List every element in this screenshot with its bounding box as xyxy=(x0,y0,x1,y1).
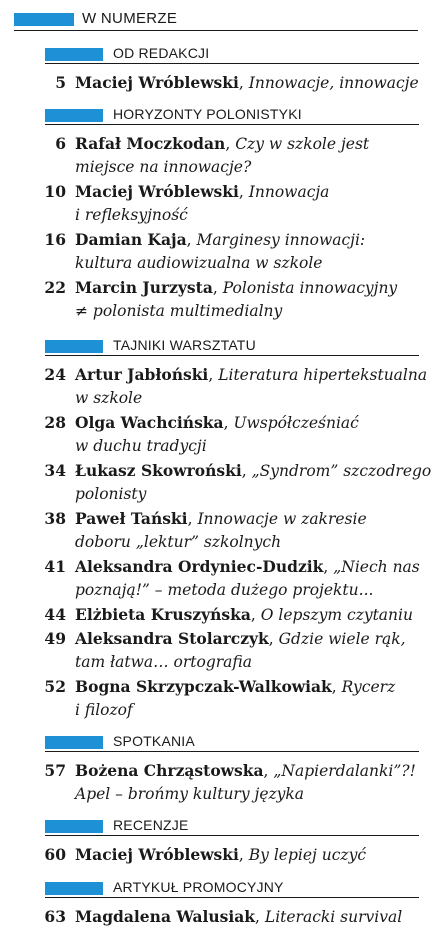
accent-bar xyxy=(14,13,74,26)
entry-title-line1: Innowacje, innowacje xyxy=(248,74,419,92)
author-separator: , xyxy=(223,414,234,432)
page-number: 52 xyxy=(44,677,66,696)
entry-title-line2: i refleksyjność xyxy=(75,206,188,224)
page-number: 41 xyxy=(44,557,66,576)
section-header xyxy=(45,733,419,752)
section-title: OD REDAKCJI xyxy=(113,45,210,61)
entry-title-line1: Uwspółcześniać xyxy=(233,414,359,432)
entry-title-line2: kultura audiowizualna w szkole xyxy=(75,254,323,272)
page-number: 60 xyxy=(44,845,66,864)
page-number: 6 xyxy=(55,134,66,153)
entry-author: Olga Wachcińska xyxy=(75,413,224,432)
page-number: 16 xyxy=(44,230,66,249)
page-number: 10 xyxy=(44,182,66,201)
entry-title-line2: ≠ polonista multimedialny xyxy=(75,302,283,320)
author-separator: , xyxy=(186,231,197,249)
entry-author: Maciej Wróblewski xyxy=(75,73,239,92)
entry-title-line1: Innowacje w zakresie xyxy=(197,510,367,528)
entry-title-line1: Marginesy innowacji: xyxy=(196,231,366,249)
author-separator: , xyxy=(255,908,265,926)
entry-body xyxy=(75,411,435,458)
page-number: 63 xyxy=(44,907,66,926)
entry-title-line2: doboru „lektur” szkolnych xyxy=(75,533,282,551)
author-separator: , xyxy=(268,630,279,648)
entry-body xyxy=(75,675,435,722)
author-separator: , xyxy=(225,135,236,153)
accent-bar xyxy=(45,340,103,353)
toc-header xyxy=(14,10,418,31)
entry-author: Aleksandra Ordyniec-Dudzik xyxy=(75,557,324,576)
entry-title-line2: poznają!” – metoda dużego projektu... xyxy=(75,581,374,599)
author-separator: , xyxy=(208,366,219,384)
author-separator: , xyxy=(250,606,261,624)
page-number: 5 xyxy=(55,73,66,92)
entry-body xyxy=(75,759,435,806)
entry-body xyxy=(75,276,435,323)
author-separator: , xyxy=(187,510,198,528)
author-separator: , xyxy=(241,462,252,480)
entry-title-line1: „Syndrom” szczodrego xyxy=(251,462,432,480)
entry-body xyxy=(75,180,435,227)
entry-author: Rafał Moczkodan xyxy=(75,134,226,153)
entry-title-line1: „Napierdalanki”?! xyxy=(273,762,416,780)
entry-body xyxy=(75,905,435,929)
entry-author: Bożena Chrząstowska xyxy=(75,761,264,780)
page-number: 28 xyxy=(44,413,66,432)
entry-body xyxy=(75,459,435,506)
entry-title-line1: Gdzie wiele rąk, xyxy=(278,630,406,648)
entry-body xyxy=(75,627,435,674)
section-title: TAJNIKI WARSZTATU xyxy=(113,337,256,353)
section-title: ARTYKUŁ PROMOCYJNY xyxy=(113,879,284,895)
page-number: 24 xyxy=(44,365,66,384)
author-separator: , xyxy=(331,678,342,696)
section-header xyxy=(45,879,419,898)
entry-body xyxy=(75,71,435,95)
author-separator: , xyxy=(238,74,249,92)
entry-body xyxy=(75,603,435,627)
page-number: 57 xyxy=(44,761,66,780)
entry-body xyxy=(75,843,435,867)
accent-bar xyxy=(45,48,103,61)
section-header xyxy=(45,337,419,356)
entry-author: Elżbieta Kruszyńska xyxy=(75,605,251,624)
entry-title-line1: Czy w szkole jest xyxy=(235,135,370,153)
entry-author: Bogna Skrzypczak-Walkowiak xyxy=(75,677,332,696)
section-header xyxy=(45,817,419,836)
entry-title-line1: „Niech nas xyxy=(333,558,420,576)
accent-bar xyxy=(45,109,103,122)
entry-author: Maciej Wróblewski xyxy=(75,182,239,201)
author-separator: , xyxy=(238,183,249,201)
entry-body xyxy=(75,132,435,179)
entry-title-line2: w szkole xyxy=(75,389,143,407)
accent-bar xyxy=(45,882,103,895)
entry-title-line2: tam łatwa… ortografia xyxy=(75,653,252,671)
page-number: 34 xyxy=(44,461,66,480)
entry-title-line1: Polonista innowacyjny xyxy=(222,279,398,297)
entry-author: Artur Jabłoński xyxy=(75,365,209,384)
entry-body xyxy=(75,228,435,275)
entry-title-line2: polonisty xyxy=(75,485,147,503)
entry-author: Magdalena Walusiak xyxy=(75,907,256,926)
section-header xyxy=(45,45,419,64)
accent-bar xyxy=(45,736,103,749)
section-title: SPOTKANIA xyxy=(113,733,195,749)
entry-title-line1: Innowacja xyxy=(248,183,330,201)
toc-title: W NUMERZE xyxy=(82,10,178,27)
entry-title-line1: Rycerz xyxy=(341,678,396,696)
section-title: RECENZJE xyxy=(113,817,189,833)
entry-title-line2: miejsce na innowacje? xyxy=(75,158,252,176)
entry-title-line1: O lepszym czytaniu xyxy=(260,606,413,624)
entry-title-line1: Literacki survival xyxy=(264,908,403,926)
entry-author: Aleksandra Stolarczyk xyxy=(75,629,269,648)
entry-body xyxy=(75,555,435,602)
entry-title-line2: Apel – brońmy kultury języka xyxy=(75,785,305,803)
entry-title-line1: By lepiej uczyć xyxy=(248,846,367,864)
section-header xyxy=(45,106,419,125)
entry-author: Łukasz Skowroński xyxy=(75,461,242,480)
entry-author: Paweł Tański xyxy=(75,509,188,528)
page-number: 44 xyxy=(44,605,66,624)
author-separator: , xyxy=(212,279,223,297)
entry-body xyxy=(75,507,435,554)
entry-author: Damian Kaja xyxy=(75,230,187,249)
author-separator: , xyxy=(263,762,274,780)
entry-title-line2: i filozof xyxy=(75,701,133,719)
page-number: 38 xyxy=(44,509,66,528)
entry-author: Maciej Wróblewski xyxy=(75,845,239,864)
page-number: 49 xyxy=(44,629,66,648)
author-separator: , xyxy=(323,558,334,576)
entry-author: Marcin Jurzysta xyxy=(75,278,213,297)
accent-bar xyxy=(45,820,103,833)
page-number: 22 xyxy=(44,278,66,297)
entry-title-line1: Literatura hipertekstualna xyxy=(218,366,428,384)
entry-title-line2: w duchu tradycji xyxy=(75,437,207,455)
author-separator: , xyxy=(238,846,249,864)
entry-body xyxy=(75,363,435,410)
section-title: HORYZONTY POLONISTYKI xyxy=(113,106,302,122)
